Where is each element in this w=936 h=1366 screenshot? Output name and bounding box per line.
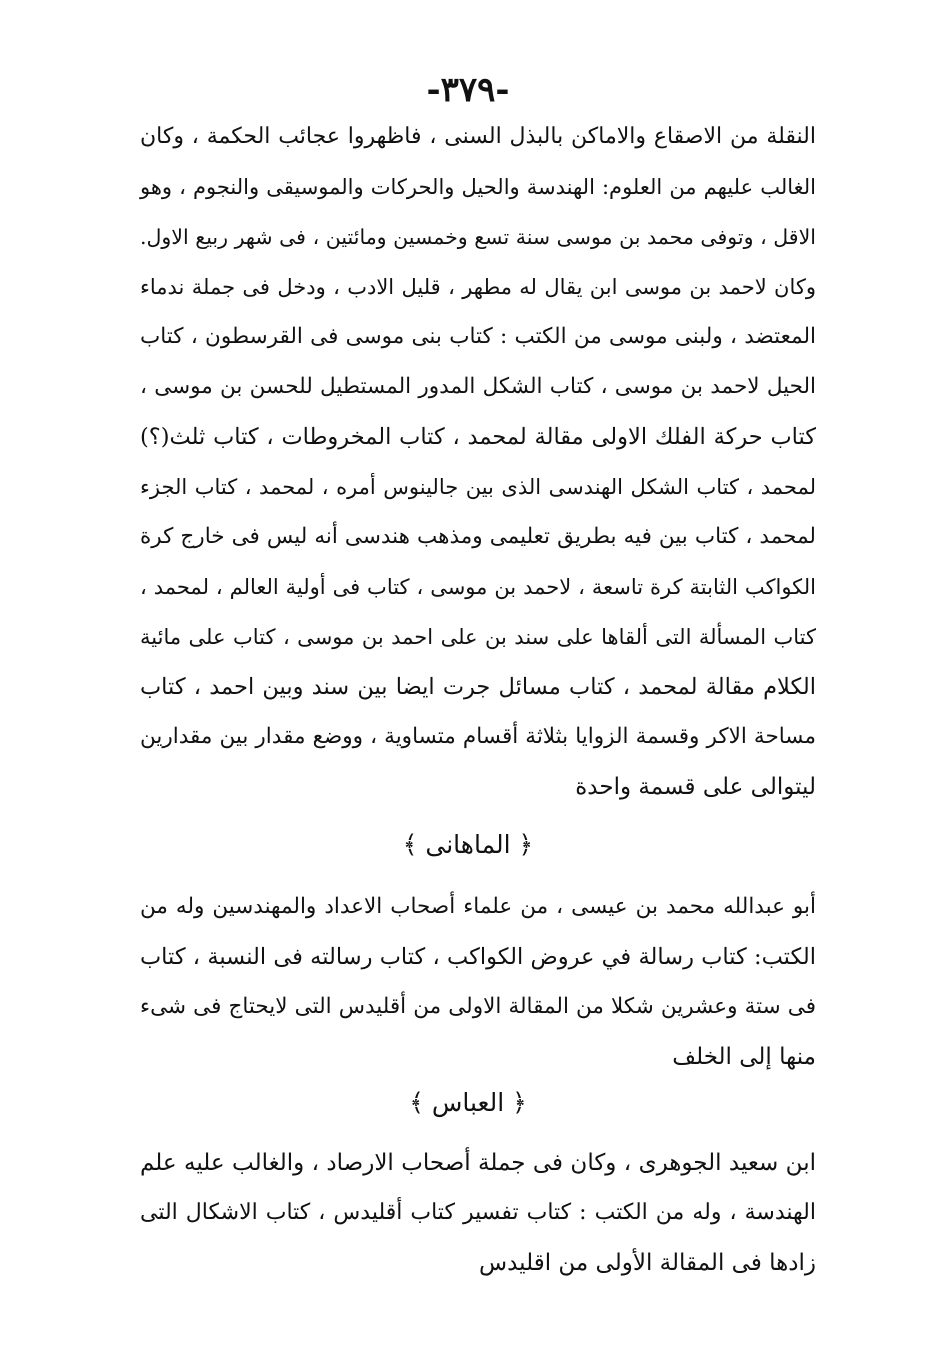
text-line: الغالب عليهم من العلوم: الهندسة والحيل والحركات والموسيقى والنجوم ، وهو [140, 175, 816, 199]
text-line: الكواكب الثابتة كرة تاسعة ، لاحمد بن موسى ، كتاب فى أولية العالم ، لمحمد ، [140, 575, 816, 599]
text-line: الحيل لاحمد بن موسى ، كتاب الشكل المدور المستطيل للحسن بن موسى ، [140, 374, 816, 399]
text-line: وكان لاحمد بن موسى ابن يقال له مطهر ، قليل الادب ، ودخل فى جملة ندماء [140, 275, 816, 299]
section-heading-mahani: ﴿ الماهانى ﴾ [402, 830, 534, 859]
text-line: لمحمد ، كتاب الشكل الهندسى الذى بين جالينوس أمره ، لمحمد ، كتاب الجزء [140, 475, 816, 499]
text-line: الهندسة ، وله من الكتب : كتاب تفسير كتاب أقليدس ، كتاب الاشكال التى [140, 1200, 816, 1225]
text-line: الاقل ، وتوفى محمد بن موسى سنة تسع وخمسين ومائتين ، فى شهر ربيع الاول. [140, 225, 816, 249]
text-line: لمحمد ، كتاب بين فيه بطريق تعليمى ومذهب هندسى أنه ليس فى خارج كرة [140, 524, 816, 549]
text-line: مساحة الاكر وقسمة الزوايا بثلاثة أقسام متساوية ، ووضع مقدار بين مقدارين [140, 724, 816, 749]
page-number: -٣٧٩- [426, 70, 510, 110]
text-line: ابن سعيد الجوهرى ، وكان فى جملة أصحاب الارصاد ، والغالب عليه علم [140, 1150, 816, 1176]
section-banu-musa [140, 112, 816, 812]
text-line: ليتوالى على قسمة واحدة [575, 774, 816, 800]
text-line: الكتب: كتاب رسالة في عروض الكواكب ، كتاب رسالته فى النسبة ، كتاب [140, 944, 816, 970]
text-line: منها إلى الخلف [672, 1044, 816, 1070]
text-line: كتاب المسألة التى ألقاها على سند بن على احمد بن موسى ، كتاب على مائية [140, 625, 816, 649]
text-line: زادها فى المقالة الأولى من اقليدس [479, 1250, 816, 1276]
section-mahani [140, 882, 816, 1082]
text-line: الكلام مقالة لمحمد ، كتاب مسائل جرت ايضا بين سند وبين احمد ، كتاب [140, 674, 816, 700]
section-abbas [140, 1138, 816, 1288]
text-line: النقلة من الاصقاع والاماكن بالبذل السنى ، فاظهروا عجائب الحكمة ، وكان [140, 124, 816, 149]
text-line: المعتضد ، ولبنى موسى من الكتب : كتاب بنى موسى فى القرسطون ، كتاب [140, 324, 816, 349]
text-line: أبو عبدالله محمد بن عيسى ، من علماء أصحاب الاعداد والمهندسين وله من [140, 894, 816, 919]
text-line: كتاب حركة الفلك الاولى مقالة لمحمد ، كتاب المخروطات ، كتاب ثلث(؟) [140, 424, 816, 450]
text-line: فى ستة وعشرين شكلا من المقالة الاولى من أقليدس التى لايحتاج فى شىء [140, 994, 816, 1019]
section-heading-abbas: ﴿ العباس ﴾ [409, 1088, 527, 1117]
